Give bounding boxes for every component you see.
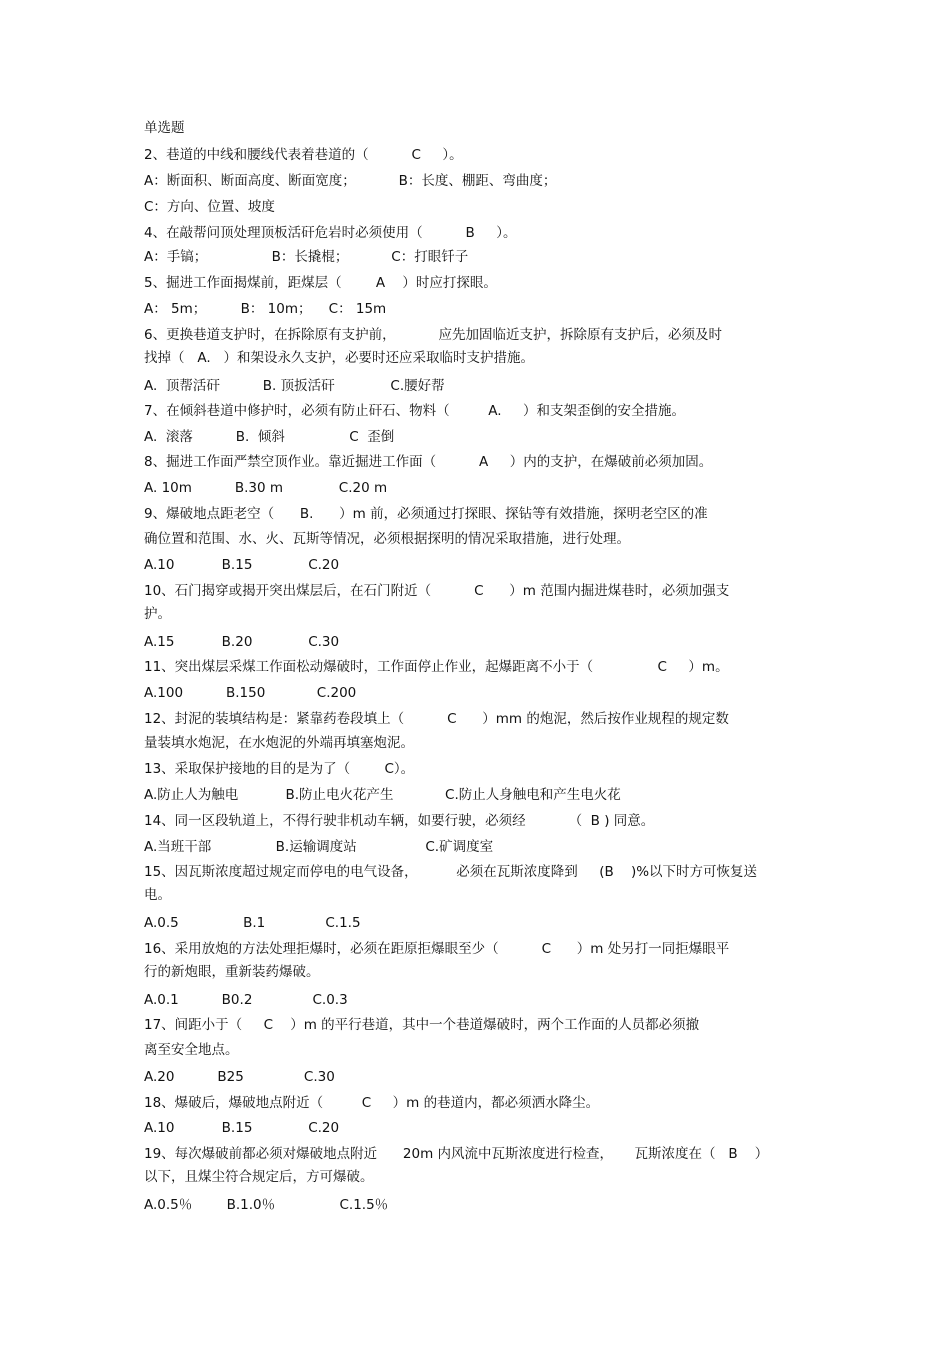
text-line: A.当班干部 B.运输调度站 C.矿调度室 [144, 839, 494, 855]
text-line: 17、间距小于（ C ）m 的平行巷道，其中一个巷道爆破时，两个工作面的人员都必须撤 [144, 1017, 700, 1033]
text-line: 离至安全地点。 [144, 1042, 239, 1058]
text-line: A.100 B.150 C.200 [144, 685, 357, 701]
text-line: 7、在倾斜巷道中修护时，必须有防止矸石、物料（ A. ）和支架歪倒的安全措施。 [144, 403, 685, 419]
text-line: A.10 B.15 C.20 [144, 1120, 340, 1136]
text-line: A. 10m B.30 m C.20 m [144, 480, 388, 496]
text-line: 4、在敲帮问顶处理顶板活矸危岩时必须使用（ B ）。 [144, 225, 517, 241]
text-line: A.15 B.20 C.30 [144, 634, 340, 650]
text-line: 16、采用放炮的方法处理拒爆时，必须在距原拒爆眼至少（ C ）m 处另打一同拒爆眼平 [144, 941, 730, 957]
text-line: A：手镐； B：长撬棍； C：打眼钎子 [144, 249, 469, 265]
text-line: A.20 B25 C.30 [144, 1069, 335, 1085]
text-line: 2、巷道的中线和腰线代表着巷道的（ C ）。 [144, 147, 463, 163]
text-line: 15、因瓦斯浓度超过规定而停电的电气设备， 必须在瓦斯浓度降到 (B )%以下时方可恢复送 [144, 864, 758, 880]
text-line: 12、封泥的装填结构是：紧靠药卷段填上（ C ）mm 的炮泥，然后按作业规程的规定数 [144, 711, 729, 727]
text-line: A. 滚落 B. 倾斜 C 歪倒 [144, 429, 395, 445]
text-line: 9、爆破地点距老空（ B. ）m 前，必须通过打探眼、探钻等有效措施，探明老空区的准 [144, 506, 708, 522]
text-line: A：断面积、断面高度、断面宽度； B：长度、棚距、弯曲度； [144, 173, 557, 189]
text-line: 19、每次爆破前都必须对爆破地点附近 20m 内风流中瓦斯浓度进行检查， 瓦斯浓度在（ B ） [144, 1146, 769, 1162]
text-line: 6、更换巷道支护时，在拆除原有支护前， 应先加固临近支护，拆除原有支护后，必须及时 [144, 327, 723, 343]
text-line: A.防止人为触电 B.防止电火花产生 C.防止人身触电和产生电火花 [144, 787, 621, 803]
text-line: A. 顶帮活矸 B. 顶扳活矸 C.腰好帮 [144, 378, 445, 394]
text-line: A.0.5 B.1 C.1.5 [144, 915, 361, 931]
text-line: 找掉（ A. ）和架设永久支护，必要时还应采取临时支护措施。 [144, 350, 535, 366]
text-line: A.10 B.15 C.20 [144, 557, 340, 573]
text-line: 14、同一区段轨道上，不得行驶非机动车辆，如要行驶，必须经 （ B ) 同意。 [144, 813, 655, 829]
text-line: A.0.5％ B.1.0％ C.1.5％ [144, 1197, 389, 1213]
text-line: 电。 [144, 887, 171, 903]
text-line: A： 5m； B： 10m； C： 15m [144, 301, 387, 317]
text-line: 11、突出煤层采煤工作面松动爆破时，工作面停止作业，起爆距离不小于（ C ）m。 [144, 659, 729, 675]
text-line: 以下，且煤尘符合规定后，方可爆破。 [144, 1169, 374, 1185]
text-line: 行的新炮眼，重新装药爆破。 [144, 964, 320, 980]
text-line: 10、石门揭穿或揭开突出煤层后，在石门附近（ C ）m 范围内掘进煤巷时，必须加强支 [144, 583, 730, 599]
text-line: 确位置和范围、水、火、瓦斯等情况，必须根据探明的情况采取措施，进行处理。 [144, 531, 630, 547]
text-line: 18、爆破后，爆破地点附近（ C ）m 的巷道内，都必须洒水降尘。 [144, 1095, 600, 1111]
text-line: 8、掘进工作面严禁空顶作业。靠近掘进工作面（ A ）内的支护，在爆破前必须加固。 [144, 454, 713, 470]
section-title: 单选题 [144, 120, 185, 136]
text-line: C：方向、位置、坡度 [144, 199, 275, 215]
text-line: 护。 [144, 606, 171, 622]
text-line: 量装填水炮泥，在水炮泥的外端再填塞炮泥。 [144, 735, 414, 751]
text-line: 5、掘进工作面揭煤前，距煤层（ A ）时应打探眼。 [144, 275, 497, 291]
text-line: A.0.1 B0.2 C.0.3 [144, 992, 348, 1008]
text-line: 13、采取保护接地的目的是为了（ C）。 [144, 761, 415, 777]
